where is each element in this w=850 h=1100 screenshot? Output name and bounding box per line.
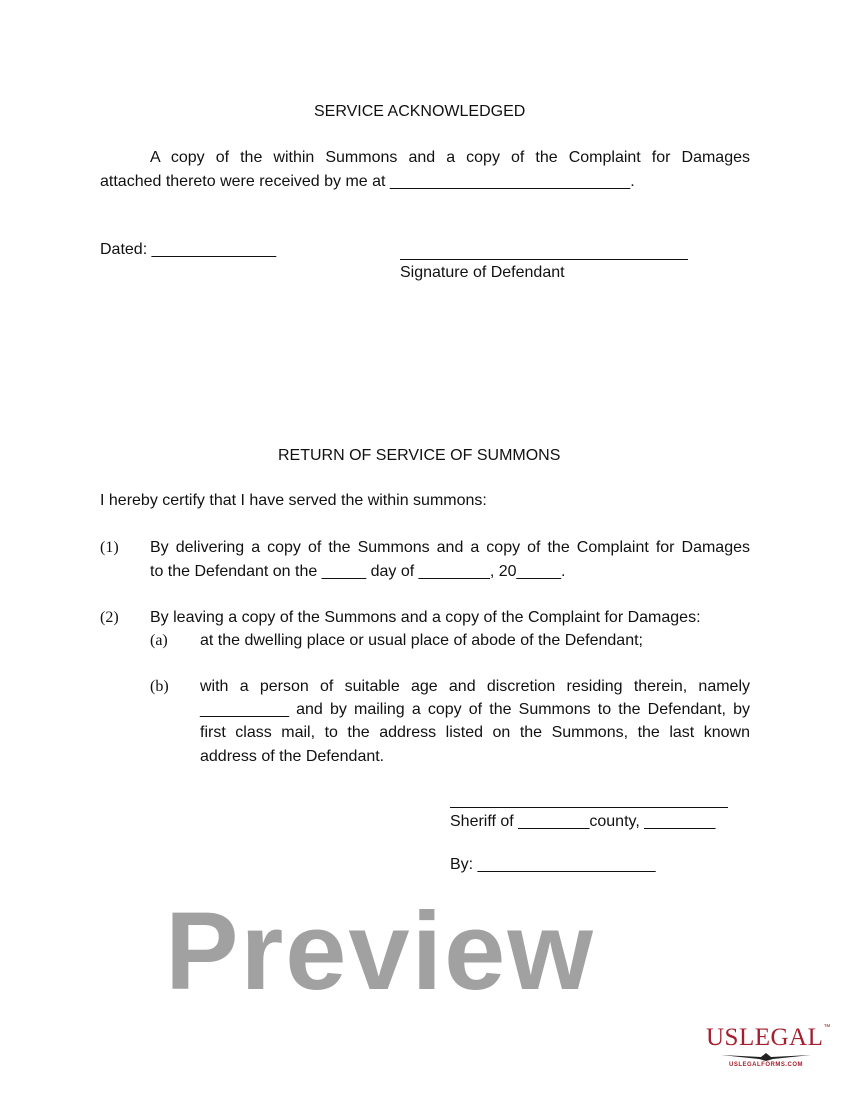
signature-line (400, 259, 688, 260)
return-of-service-title: RETURN OF SERVICE OF SUMMONS (278, 447, 561, 464)
item-1-number: (1) (100, 539, 119, 556)
logo-trademark: ™ (823, 1024, 831, 1031)
uslegal-logo (706, 1024, 831, 1068)
sheriff-county-field: Sheriff of ________county, ________ (450, 813, 716, 830)
item-1-line2: to the Defendant on the _____ day of ________, 20_____. (150, 563, 566, 580)
acknowledged-paragraph-line2: attached thereto were received by me at ___________________________. (100, 173, 635, 190)
logo-brand: USLEGAL (706, 1024, 824, 1051)
certify-intro: I hereby certify that I have served the within summons: (100, 492, 487, 509)
dated-field: Dated: ______________ (100, 241, 277, 258)
item-1-line1: By delivering a copy of the Summons and a copy of the Complaint for Damages (150, 539, 750, 556)
item-2b-line1: with a person of suitable age and discretion residing therein, namely (200, 678, 750, 695)
item-2-number: (2) (100, 609, 119, 626)
eagle-wings-icon (721, 1053, 811, 1061)
preview-watermark: Preview (165, 890, 595, 1013)
service-acknowledged-title: SERVICE ACKNOWLEDGED (314, 103, 526, 120)
item-2a-text: at the dwelling place or usual place of abode of the Defendant; (200, 632, 643, 649)
item-2b-line4: address of the Defendant. (200, 748, 385, 765)
item-2b-line2: __________ and by mailing a copy of the Summons to the Defendant, by (200, 701, 750, 718)
signature-of-defendant-label: Signature of Defendant (400, 264, 565, 281)
by-field: By: ____________________ (450, 856, 656, 873)
sheriff-signature-line (450, 807, 728, 808)
item-2b-line3: first class mail, to the address listed on the Summons, the last known (200, 724, 750, 741)
acknowledged-paragraph-line1: A copy of the within Summons and a copy of the Complaint for Damages (150, 149, 750, 166)
item-2b-label: (b) (150, 678, 169, 695)
logo-url: USLEGALFORMS.COM (729, 1062, 803, 1068)
item-2-line1: By leaving a copy of the Summons and a copy of the Complaint for Damages: (150, 609, 701, 626)
item-2a-label: (a) (150, 632, 168, 649)
